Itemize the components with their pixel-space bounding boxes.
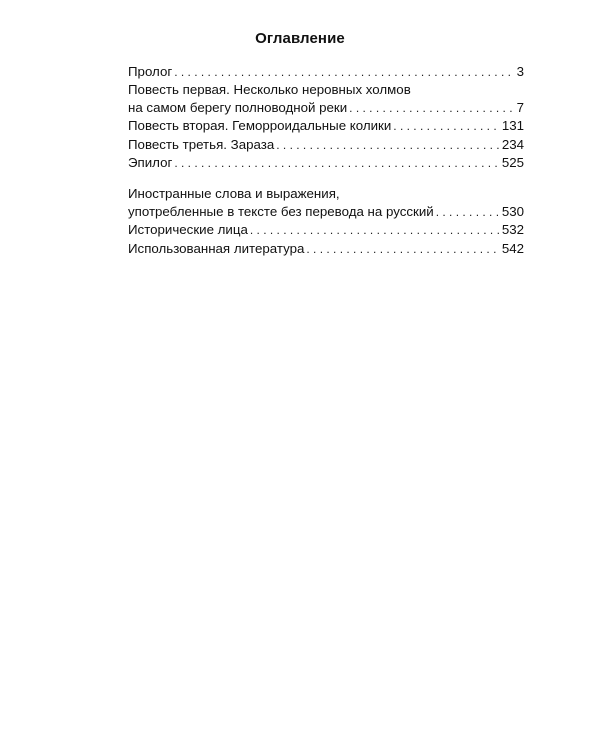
toc-entry-story-three[interactable] — [128, 136, 524, 154]
toc-entry-title-continued: употребленные в тексте без перевода на русский — [128, 203, 434, 219]
toc-entry-title: Эпилог — [128, 155, 173, 171]
dot-leader — [250, 222, 500, 239]
toc-page-number: 234 — [501, 136, 524, 152]
toc-entry-story-one[interactable] — [128, 81, 524, 117]
toc-entry-story-two[interactable] — [128, 117, 524, 135]
toc-group-main — [128, 63, 524, 172]
toc-entry-prologue[interactable] — [128, 63, 524, 81]
dot-leader — [436, 204, 500, 221]
toc-page-number: 525 — [501, 155, 524, 171]
toc-page-number: 542 — [501, 240, 524, 256]
dot-leader — [393, 118, 500, 135]
toc-group-appendix — [128, 185, 524, 258]
toc-entry-epilogue[interactable] — [128, 154, 524, 172]
toc-entry-title: Использованная литература — [128, 240, 305, 256]
toc-entry-bibliography[interactable] — [128, 240, 524, 258]
toc-page-number: 532 — [501, 222, 524, 238]
toc-entry-title-continued: на самом берегу полноводной реки — [128, 99, 348, 115]
toc-entry-title: Пролог — [128, 64, 173, 79]
toc-entry-foreign-words[interactable] — [128, 185, 524, 221]
toc-entry-title: Повесть третья. Зараза — [128, 136, 275, 152]
toc-page-number: 530 — [501, 203, 524, 219]
dot-leader — [306, 241, 499, 258]
toc-entry-title: Исторические лица — [128, 222, 248, 238]
toc-page-number: 7 — [516, 99, 524, 115]
toc-entry-title: Повесть первая. Несколько неровных холмов — [128, 82, 411, 98]
toc-entry-title: Повесть вторая. Геморроидальные колики — [128, 118, 392, 134]
page-title: Оглавление — [255, 30, 345, 47]
dot-leader — [276, 137, 500, 154]
group-spacer — [128, 172, 524, 185]
toc-page-number: 3 — [516, 64, 524, 79]
dot-leader — [174, 64, 514, 81]
toc-page-number: 131 — [501, 118, 524, 134]
dot-leader — [174, 155, 499, 172]
toc-entry-historical-persons[interactable] — [128, 221, 524, 239]
table-of-contents — [128, 63, 524, 258]
toc-entry-title: Иностранные слова и выражения, — [128, 186, 340, 202]
dot-leader — [349, 100, 514, 117]
